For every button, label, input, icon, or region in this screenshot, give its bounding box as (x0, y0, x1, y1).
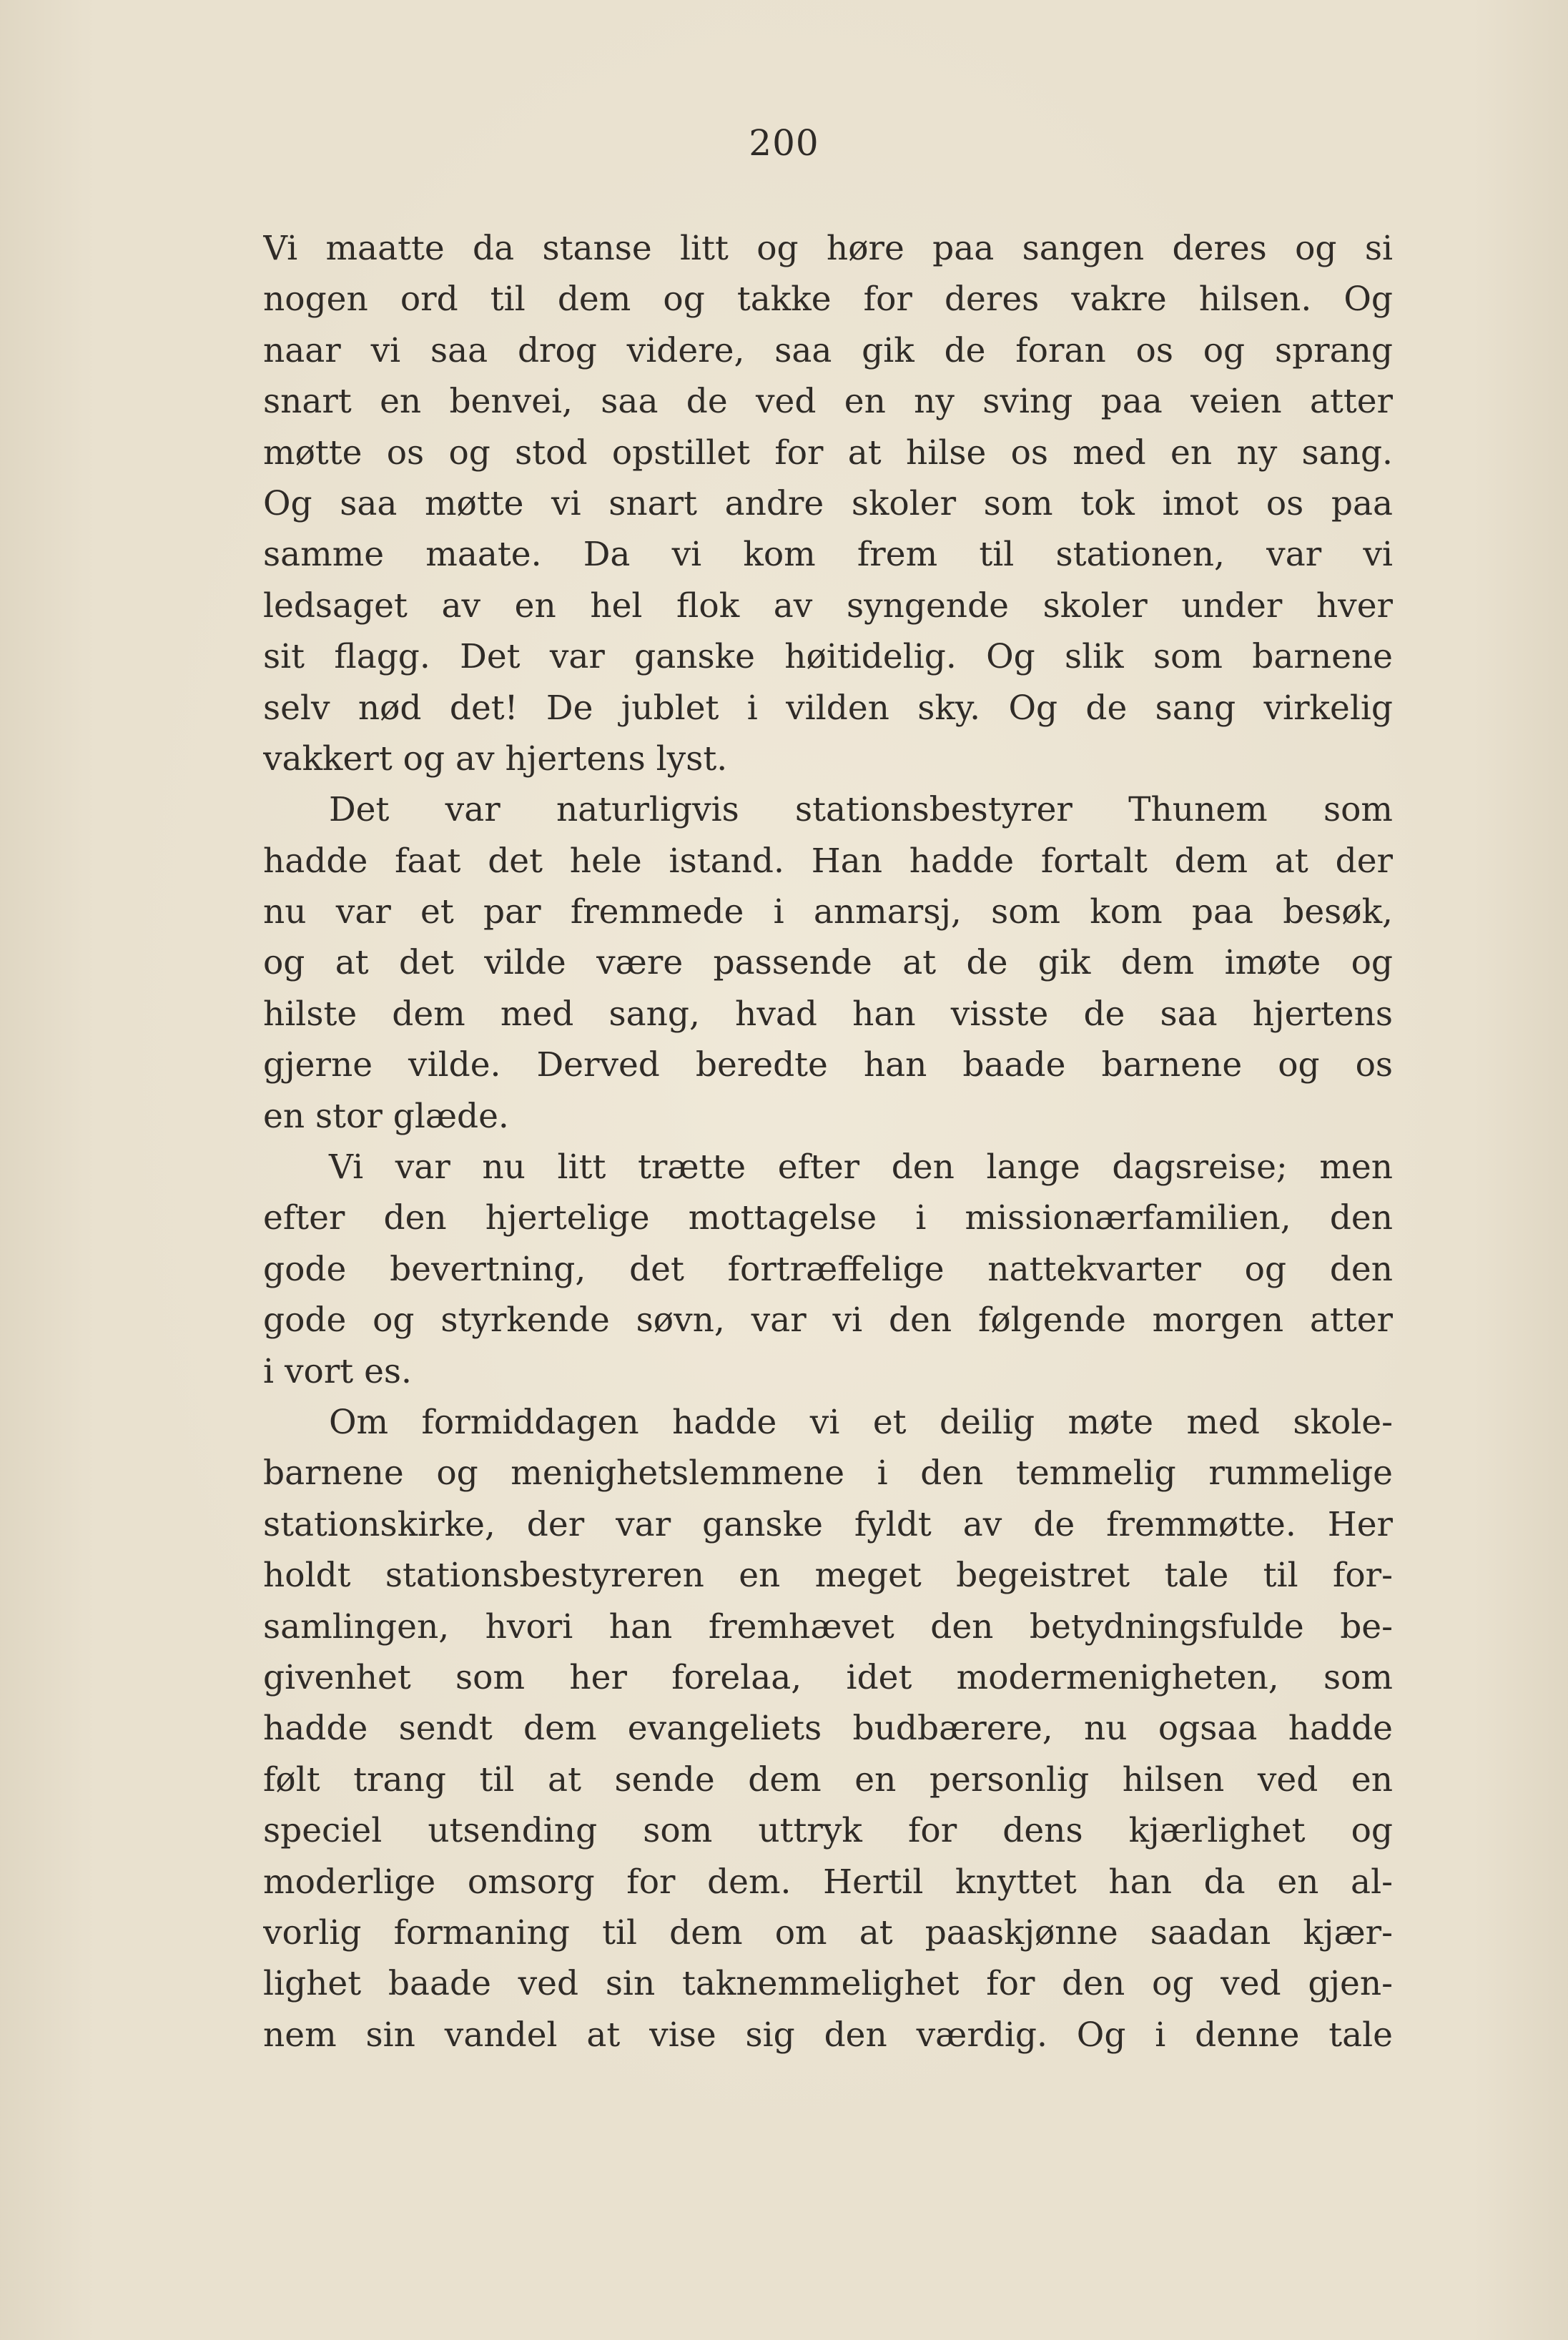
text-line: Det var naturligvis stationsbestyrer Thunem som (329, 790, 1393, 830)
text-line: holdt stationsbestyreren en meget begeistret tale til for- (263, 1556, 1393, 1596)
text-line: samlingen, hvori han fremhævet den betydningsfulde be- (263, 1606, 1393, 1647)
text-line: givenhet som her forelaa, idet modermenigheten, som (263, 1657, 1393, 1697)
text-line: vakkert og av hjertens lyst. (263, 739, 728, 779)
text-line: gode bevertning, det fortræffelige nattekvarter og den (263, 1249, 1393, 1289)
text-line: følt trang til at sende dem en personlig hilsen ved en (263, 1759, 1393, 1800)
text-line: Om formiddagen hadde vi et deilig møte med skole- (329, 1402, 1393, 1442)
text-line: en stor glæde. (263, 1096, 509, 1136)
text-line: naar vi saa drog videre, saa gik de foran os og sprang (263, 330, 1393, 370)
text-line: sit flagg. Det var ganske høitidelig. Og slik som barnene (263, 637, 1393, 677)
text-line: nu var et par fremmede i anmarsj, som kom paa besøk, (263, 892, 1393, 932)
body-text (263, 223, 1393, 2060)
text-line: hadde faat det hele istand. Han hadde fortalt dem at der (263, 841, 1393, 881)
text-line: Vi maatte da stanse litt og høre paa sangen deres og si (263, 229, 1393, 268)
text-line: efter den hjertelige mottagelse i missionærfamilien, den (263, 1198, 1393, 1238)
text-line: Og saa møtte vi snart andre skoler som tok imot os paa (263, 483, 1393, 523)
text-line: i vort es. (263, 1351, 412, 1391)
text-line: gjerne vilde. Derved beredte han baade barnene og os (263, 1045, 1393, 1085)
text-line: barnene og menighetslemmene i den temmelig rummelige (263, 1453, 1393, 1494)
page-number: 200 (749, 122, 819, 164)
text-line: hilste dem med sang, hvad han visste de saa hjertens (263, 994, 1393, 1034)
text-line: moderlige omsorg for dem. Hertil knyttet han da en al- (263, 1862, 1393, 1902)
text-line: stationskirke, der var ganske fyldt av de fremmøtte. Her (263, 1504, 1393, 1544)
text-line: vorlig formaning til dem om at paaskjønne saadan kjær- (263, 1912, 1393, 1953)
text-line: ledsaget av en hel flok av syngende skoler under hver (263, 586, 1393, 626)
text-line: snart en benvei, saa de ved en ny sving paa veien atter (263, 382, 1393, 422)
text-line: nem sin vandel at vise sig den værdig. Og i denne tale (263, 2015, 1393, 2055)
text-line: speciel utsending som uttryk for dens kjærlighet og (263, 1811, 1393, 1851)
text-line: lighet baade ved sin taknemmelighet for den og ved gjen- (263, 1964, 1393, 2004)
text-line: gode og styrkende søvn, var vi den følgende morgen atter (263, 1300, 1393, 1341)
text-line: nogen ord til dem og takke for deres vakre hilsen. Og (263, 280, 1393, 320)
text-line: og at det vilde være passende at de gik dem imøte og (263, 943, 1393, 983)
text-line: selv nød det! De jublet i vilden sky. Og de sang virkelig (263, 688, 1393, 728)
text-line: møtte os og stod opstillet for at hilse os med en ny sang. (263, 433, 1393, 473)
text-line: hadde sendt dem evangeliets budbærere, nu ogsaa hadde (263, 1709, 1393, 1749)
text-line: samme maate. Da vi kom frem til stationen, var vi (263, 535, 1393, 575)
text-line: Vi var nu litt trætte efter den lange dagsreise; men (329, 1147, 1393, 1188)
